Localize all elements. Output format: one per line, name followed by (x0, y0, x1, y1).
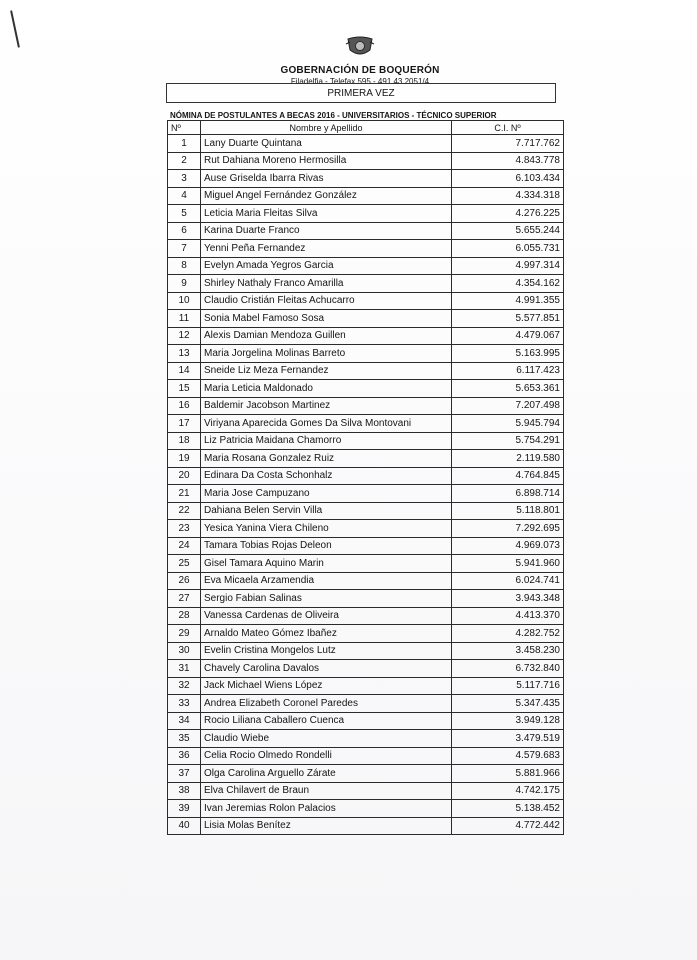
table-row (168, 712, 564, 730)
row-number: 39 (168, 800, 201, 818)
table-row (168, 537, 564, 555)
row-number: 33 (168, 695, 201, 713)
row-number: 37 (168, 765, 201, 783)
table-row (168, 590, 564, 608)
section-title: PRIMERA VEZ (166, 83, 556, 103)
ci-number: 4.764.845 (452, 467, 564, 485)
applicant-name: Rocio Liliana Caballero Cuenca (201, 712, 452, 730)
applicant-name: Claudio Cristián Fleitas Achucarro (201, 292, 452, 310)
applicant-name: Shirley Nathaly Franco Amarilla (201, 275, 452, 293)
applicant-name: Leticia Maria Fleitas Silva (201, 205, 452, 223)
row-number: 38 (168, 782, 201, 800)
table-row (168, 625, 564, 643)
table-row (168, 800, 564, 818)
applicant-name: Lany Duarte Quintana (201, 135, 452, 153)
table-row (168, 817, 564, 835)
applicant-name: Ause Griselda Ibarra Rivas (201, 170, 452, 188)
ci-number: 5.347.435 (452, 695, 564, 713)
table-row (168, 240, 564, 258)
table-row (168, 765, 564, 783)
ci-number: 7.207.498 (452, 397, 564, 415)
ci-number: 3.949.128 (452, 712, 564, 730)
ci-number: 5.881.966 (452, 765, 564, 783)
table-row (168, 135, 564, 153)
ci-number: 5.941.960 (452, 555, 564, 573)
table-row (168, 695, 564, 713)
applicant-name: Viriyana Aparecida Gomes Da Silva Montovani (201, 415, 452, 433)
table-row (168, 415, 564, 433)
ci-number: 3.458.230 (452, 642, 564, 660)
ci-number: 5.118.801 (452, 502, 564, 520)
row-number: 11 (168, 310, 201, 328)
applicant-name: Baldemir Jacobson Martinez (201, 397, 452, 415)
row-number: 40 (168, 817, 201, 835)
applicant-name: Rut Dahiana Moreno Hermosilla (201, 152, 452, 170)
row-number: 24 (168, 537, 201, 555)
ci-number: 4.276.225 (452, 205, 564, 223)
row-number: 25 (168, 555, 201, 573)
table-row (168, 187, 564, 205)
ci-number: 4.413.370 (452, 607, 564, 625)
applicant-name: Olga Carolina Arguello Zárate (201, 765, 452, 783)
row-number: 36 (168, 747, 201, 765)
ci-number: 6.117.423 (452, 362, 564, 380)
applicant-name: Miguel Angel Fernández González (201, 187, 452, 205)
row-number: 5 (168, 205, 201, 223)
table-row (168, 380, 564, 398)
table-row (168, 152, 564, 170)
table-row (168, 257, 564, 275)
applicant-name: Arnaldo Mateo Gómez Ibañez (201, 625, 452, 643)
applicant-name: Vanessa Cardenas de Oliveira (201, 607, 452, 625)
ci-number: 4.843.778 (452, 152, 564, 170)
applicant-name: Elva Chilavert de Braun (201, 782, 452, 800)
ci-number: 7.292.695 (452, 520, 564, 538)
applicant-name: Dahiana Belen Servin Villa (201, 502, 452, 520)
applicant-name: Gisel Tamara Aquino Marin (201, 555, 452, 573)
applicant-name: Alexis Damian Mendoza Guillen (201, 327, 452, 345)
applicant-name: Ivan Jeremias Rolon Palacios (201, 800, 452, 818)
pen-mark (10, 10, 20, 48)
table-row (168, 345, 564, 363)
applicant-name: Celia Rocio Olmedo Rondelli (201, 747, 452, 765)
ci-number: 7.717.762 (452, 135, 564, 153)
table-row (168, 572, 564, 590)
applicant-name: Sergio Fabian Salinas (201, 590, 452, 608)
ci-number: 2.119.580 (452, 450, 564, 468)
row-number: 9 (168, 275, 201, 293)
document-subtitle: NÓMINA DE POSTULANTES A BECAS 2016 - UNIVERSITARIOS - TÉCNICO SUPERIOR (170, 111, 497, 120)
table-row (168, 730, 564, 748)
applicant-name: Chavely Carolina Davalos (201, 660, 452, 678)
ci-number: 4.997.314 (452, 257, 564, 275)
row-number: 23 (168, 520, 201, 538)
ci-number: 4.334.318 (452, 187, 564, 205)
applicant-name: Lisia Molas Benítez (201, 817, 452, 835)
ci-number: 4.742.175 (452, 782, 564, 800)
applicant-name: Yenni Peña Fernandez (201, 240, 452, 258)
row-number: 10 (168, 292, 201, 310)
ci-number: 5.138.452 (452, 800, 564, 818)
ci-number: 4.579.683 (452, 747, 564, 765)
row-number: 34 (168, 712, 201, 730)
applicant-name: Maria Leticia Maldonado (201, 380, 452, 398)
applicant-name: Evelin Cristina Mongelos Lutz (201, 642, 452, 660)
table-header-row (168, 121, 564, 135)
table-row (168, 275, 564, 293)
ci-number: 6.732.840 (452, 660, 564, 678)
row-number: 32 (168, 677, 201, 695)
applicant-name: Sonia Mabel Famoso Sosa (201, 310, 452, 328)
row-number: 14 (168, 362, 201, 380)
row-number: 2 (168, 152, 201, 170)
table-row (168, 485, 564, 503)
row-number: 12 (168, 327, 201, 345)
row-number: 15 (168, 380, 201, 398)
row-number: 30 (168, 642, 201, 660)
row-number: 6 (168, 222, 201, 240)
row-number: 19 (168, 450, 201, 468)
row-number: 4 (168, 187, 201, 205)
row-number: 21 (168, 485, 201, 503)
row-number: 35 (168, 730, 201, 748)
row-number: 28 (168, 607, 201, 625)
table-row (168, 660, 564, 678)
row-number: 7 (168, 240, 201, 258)
column-header-number: Nº (168, 121, 201, 135)
row-number: 20 (168, 467, 201, 485)
ci-number: 4.479.067 (452, 327, 564, 345)
ci-number: 5.655.244 (452, 222, 564, 240)
applicant-name: Andrea Elizabeth Coronel Paredes (201, 695, 452, 713)
table-row (168, 362, 564, 380)
table-row (168, 607, 564, 625)
table-row (168, 170, 564, 188)
table-row (168, 782, 564, 800)
ci-number: 3.943.348 (452, 590, 564, 608)
row-number: 16 (168, 397, 201, 415)
ci-number: 4.354.162 (452, 275, 564, 293)
ci-number: 6.055.731 (452, 240, 564, 258)
applicant-name: Maria Jorgelina Molinas Barreto (201, 345, 452, 363)
row-number: 31 (168, 660, 201, 678)
table-row (168, 432, 564, 450)
row-number: 29 (168, 625, 201, 643)
table-row (168, 555, 564, 573)
ci-number: 4.772.442 (452, 817, 564, 835)
letterhead (250, 36, 470, 86)
table-row (168, 677, 564, 695)
table-row (168, 327, 564, 345)
ci-number: 5.577.851 (452, 310, 564, 328)
applicants-table (167, 120, 564, 835)
ci-number: 3.479.519 (452, 730, 564, 748)
organization-name: GOBERNACIÓN DE BOQUERÓN (280, 65, 440, 76)
row-number: 22 (168, 502, 201, 520)
applicant-name: Jack Michael Wiens López (201, 677, 452, 695)
applicant-name: Eva Micaela Arzamendia (201, 572, 452, 590)
ci-number: 4.991.355 (452, 292, 564, 310)
row-number: 1 (168, 135, 201, 153)
row-number: 26 (168, 572, 201, 590)
applicant-name: Yesica Yanina Viera Chileno (201, 520, 452, 538)
table-row (168, 222, 564, 240)
table-row (168, 520, 564, 538)
table-row (168, 450, 564, 468)
applicant-name: Maria Rosana Gonzalez Ruiz (201, 450, 452, 468)
table-row (168, 502, 564, 520)
column-header-ci: C.I. Nº (452, 121, 564, 135)
applicant-name: Claudio Wiebe (201, 730, 452, 748)
table-row (168, 747, 564, 765)
ci-number: 4.969.073 (452, 537, 564, 555)
table-row (168, 205, 564, 223)
row-number: 27 (168, 590, 201, 608)
applicant-name: Karina Duarte Franco (201, 222, 452, 240)
row-number: 17 (168, 415, 201, 433)
row-number: 3 (168, 170, 201, 188)
row-number: 13 (168, 345, 201, 363)
ci-number: 5.945.794 (452, 415, 564, 433)
applicant-name: Edinara Da Costa Schonhalz (201, 467, 452, 485)
table-row (168, 310, 564, 328)
ci-number: 5.163.995 (452, 345, 564, 363)
ci-number: 5.754.291 (452, 432, 564, 450)
ci-number: 6.103.434 (452, 170, 564, 188)
applicant-name: Liz Patricia Maidana Chamorro (201, 432, 452, 450)
applicant-name: Maria Jose Campuzano (201, 485, 452, 503)
ci-number: 4.282.752 (452, 625, 564, 643)
ci-number: 5.117.716 (452, 677, 564, 695)
table-row (168, 642, 564, 660)
ci-number: 5.653.361 (452, 380, 564, 398)
row-number: 8 (168, 257, 201, 275)
ci-number: 6.898.714 (452, 485, 564, 503)
row-number: 18 (168, 432, 201, 450)
table-row (168, 397, 564, 415)
column-header-name: Nombre y Apellido (201, 121, 452, 135)
applicant-name: Evelyn Amada Yegros Garcia (201, 257, 452, 275)
applicant-name: Sneide Liz Meza Fernandez (201, 362, 452, 380)
organization-contact: Filadelfia - Telefax 595 - 491 43 2051/4 (290, 77, 430, 86)
applicant-name: Tamara Tobias Rojas Deleon (201, 537, 452, 555)
table-row (168, 292, 564, 310)
crest-icon (345, 36, 375, 58)
ci-number: 6.024.741 (452, 572, 564, 590)
table-row (168, 467, 564, 485)
